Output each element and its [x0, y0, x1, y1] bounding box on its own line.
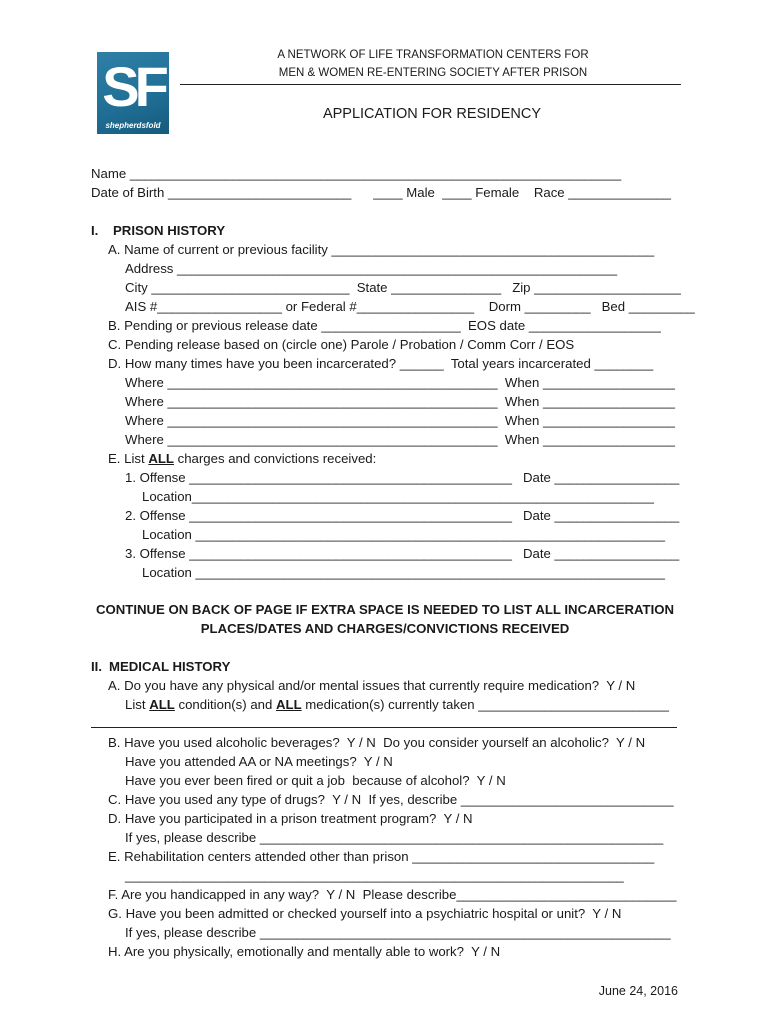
list-all-emphasis-2: ALL: [276, 697, 302, 712]
rehab-centers-field[interactable]: E. Rehabilitation centers attended other than prison _________________________________: [108, 849, 655, 864]
treatment-program-describe-field[interactable]: If yes, please describe _______________________________________________________: [125, 830, 664, 845]
address-field[interactable]: Address ____________________________________________________________: [125, 261, 618, 276]
location-field-2[interactable]: Location ________________________________________________________________: [142, 527, 665, 542]
offense-field-2[interactable]: 2. Offense ____________________________________________ Date _________________: [125, 508, 680, 523]
medication-question[interactable]: A. Do you have any physical and/or mental issues that currently require medication? Y / N: [108, 678, 636, 693]
release-basis-field[interactable]: C. Pending release based on (circle one) Parole / Probation / Comm Corr / EOS: [108, 337, 575, 352]
alcohol-question-3[interactable]: Have you ever been fired or quit a job because of alcohol? Y / N: [125, 773, 506, 788]
release-date-field[interactable]: B. Pending or previous release date ___________________ EOS date __________________: [108, 318, 661, 333]
dob-gender-race-field[interactable]: Date of Birth _________________________ ____ Male ____ Female Race ______________: [91, 185, 671, 200]
location-field-3[interactable]: Location ________________________________________________________________: [142, 565, 665, 580]
ais-federal-dorm-bed-field[interactable]: AIS #_________________ or Federal #________________ Dorm _________ Bed _________: [125, 299, 695, 314]
where-when-field-2[interactable]: Where _____________________________________________ When __________________: [125, 394, 676, 409]
logo-brand-text: shepherdsfold: [105, 121, 161, 130]
section-2-heading: MEDICAL HISTORY: [109, 659, 231, 674]
section-2-number: II.: [91, 659, 102, 674]
able-to-work-question[interactable]: H. Are you physically, emotionally and mentally able to work? Y / N: [108, 944, 501, 959]
section-1-heading: PRISON HISTORY: [113, 223, 226, 238]
name-field[interactable]: Name ___________________________________________________________________: [91, 166, 622, 181]
where-when-field-4[interactable]: Where _____________________________________________ When __________________: [125, 432, 676, 447]
alcohol-question-2[interactable]: Have you attended AA or NA meetings? Y / N: [125, 754, 393, 769]
offense-field-3[interactable]: 3. Offense ____________________________________________ Date _________________: [125, 546, 680, 561]
logo-mark: SF: [102, 55, 164, 118]
continue-notice-line-2: PLACES/DATES AND CHARGES/CONVICTIONS RECEIVED: [200, 621, 570, 636]
conditions-continuation-line[interactable]: [91, 727, 677, 728]
where-when-field-3[interactable]: Where _____________________________________________ When __________________: [125, 413, 676, 428]
list-mid: condition(s) and: [174, 697, 276, 712]
charges-instruction-post: charges and convictions received:: [173, 451, 377, 466]
revision-date: June 24, 2016: [598, 984, 678, 998]
continue-notice-line-1: CONTINUE ON BACK OF PAGE IF EXTRA SPACE IS NEEDED TO LIST ALL INCARCERATION: [95, 602, 675, 617]
list-pre: List: [125, 697, 150, 712]
facility-name-field[interactable]: A. Name of current or previous facility ____________________________________________: [108, 242, 655, 257]
charges-all-emphasis: ALL: [148, 451, 174, 466]
charges-instruction: [108, 449, 376, 468]
location-field-1[interactable]: Location_______________________________________________________________: [142, 489, 654, 504]
psychiatric-question[interactable]: G. Have you been admitted or checked yourself into a psychiatric hospital or unit? Y / N: [108, 906, 622, 921]
header-divider: [180, 84, 681, 85]
offense-field-1[interactable]: 1. Offense ____________________________________________ Date _________________: [125, 470, 680, 485]
charges-instruction-pre: E. List: [108, 451, 149, 466]
handicap-question[interactable]: F. Are you handicapped in any way? Y / N Please describe______________________________: [108, 887, 677, 902]
tagline-line-2: MEN & WOMEN RE-ENTERING SOCIETY AFTER PRISON: [278, 67, 588, 79]
where-when-field-1[interactable]: Where _____________________________________________ When __________________: [125, 375, 676, 390]
page-title: APPLICATION FOR RESIDENCY: [322, 106, 542, 122]
psychiatric-describe-field[interactable]: If yes, please describe ________________________________________________________: [125, 925, 671, 940]
treatment-program-question[interactable]: D. Have you participated in a prison treatment program? Y / N: [108, 811, 473, 826]
list-all-emphasis-1: ALL: [149, 697, 175, 712]
shepherds-fold-logo: [97, 52, 169, 134]
city-state-zip-field[interactable]: City ___________________________ State _______________ Zip ____________________: [125, 280, 681, 295]
section-1-number: I.: [91, 223, 99, 238]
list-post: medication(s) currently taken __________________________: [301, 697, 669, 712]
incarceration-count-field[interactable]: D. How many times have you been incarcerated? ______ Total years incarcerated ________: [108, 356, 654, 371]
tagline-line-1: A NETWORK OF LIFE TRANSFORMATION CENTERS FOR: [277, 49, 589, 61]
conditions-medications-field[interactable]: [125, 695, 669, 714]
rehab-centers-continuation-field[interactable]: ____________________________________________________________________: [125, 868, 624, 883]
drugs-question[interactable]: C. Have you used any type of drugs? Y / N If yes, describe _____________________________: [108, 792, 674, 807]
alcohol-question-1[interactable]: B. Have you used alcoholic beverages? Y / N Do you consider yourself an alcoholic? Y / N: [108, 735, 646, 750]
